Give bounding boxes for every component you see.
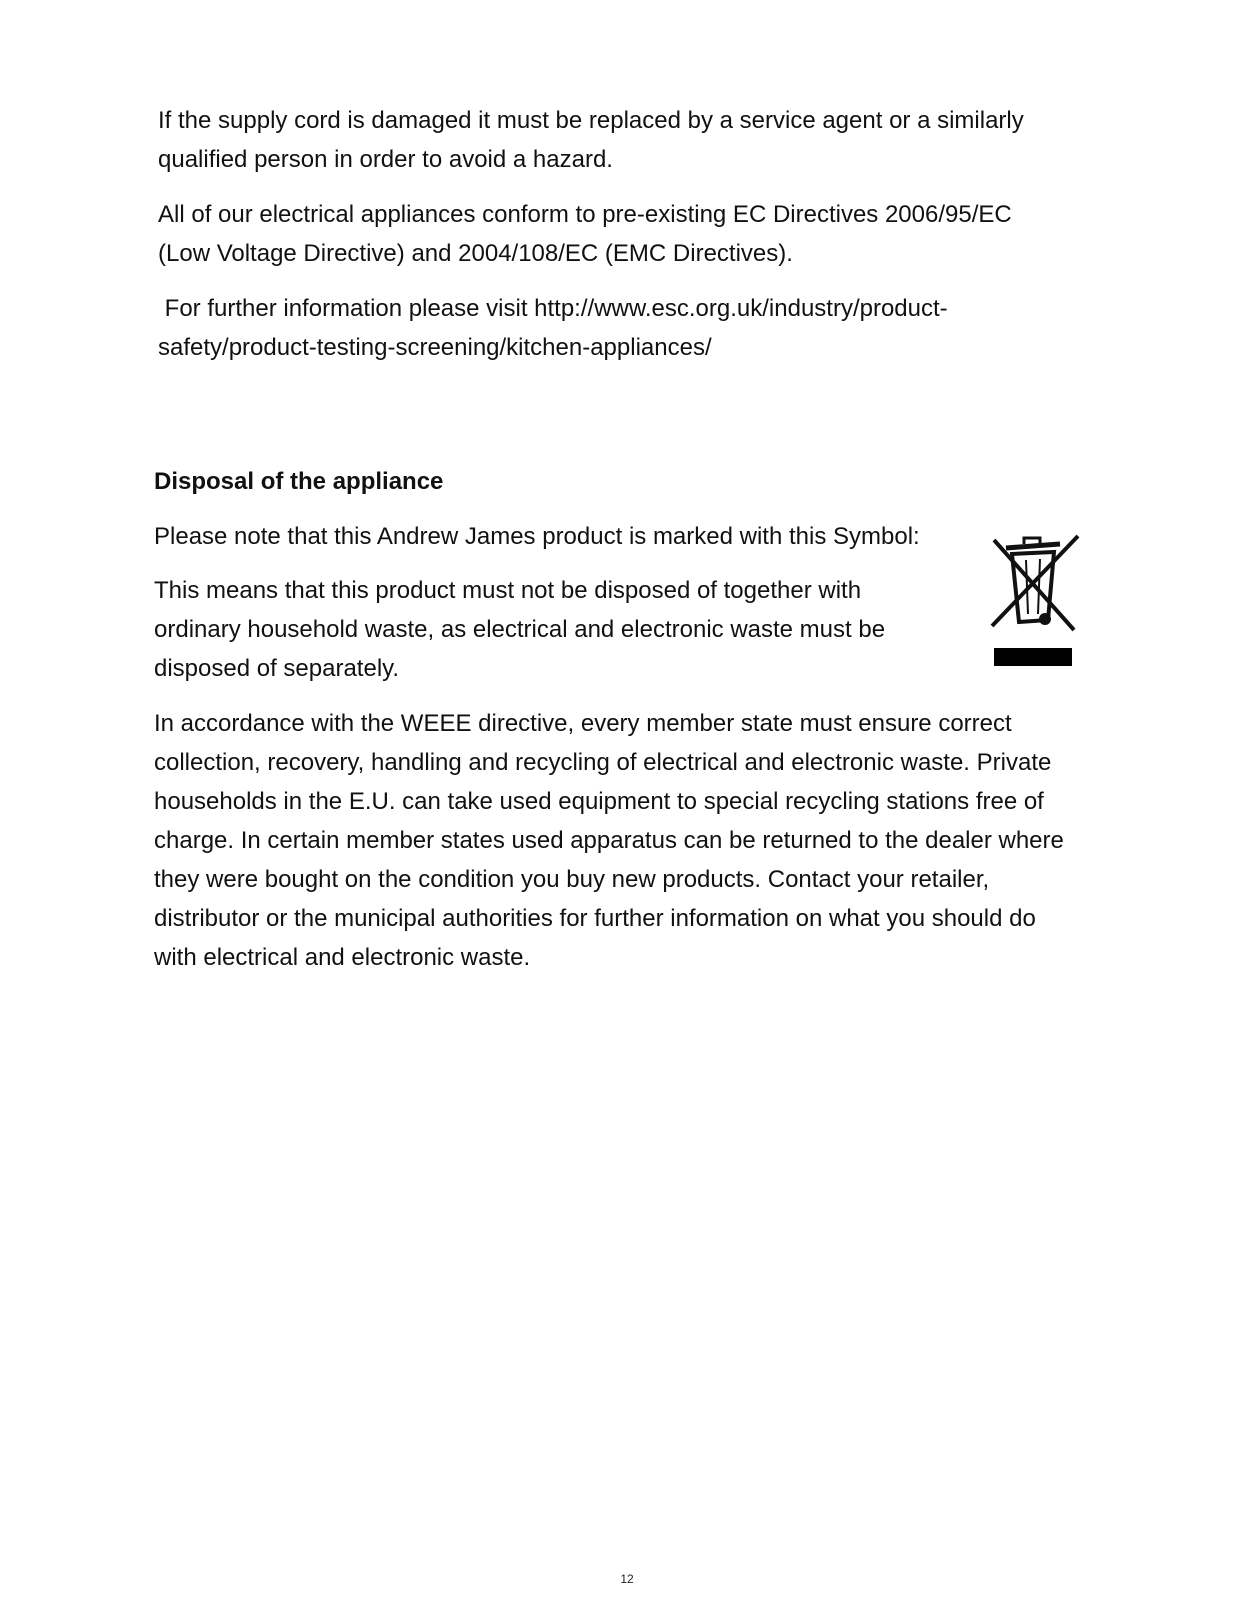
weee-directive-paragraph: In accordance with the WEEE directive, every member state must ensure correct collection, recovery, handling and recycling of electrical and electronic waste. Private households in the E.U. can take used equipment to special recycling stations free of charge. In certain member states used apparatus can be returned to the dealer where they were bought on the condition you buy new products. Contact your retailer, distributor or the municipal authorities for further information on what you should do with electrical and electronic waste. [154, 710, 1064, 971]
ec-directives-paragraph: All of our electrical appliances conform to pre-existing EC Directives 2006/95/EC (Low Voltage Directive) and 2004/108/EC (EMC Directives). [158, 201, 1012, 267]
separate-disposal-paragraph: This means that this product must not be disposed of together with ordinary household waste, as electrical and electronic waste must be disposed of separately. [154, 577, 886, 682]
crossed-out-wheelie-bin-icon [988, 530, 1080, 676]
further-information-paragraph: For further information please visit http://www.esc.org.uk/industry/product-safety/product-testing-screening/kitchen-appliances/ [158, 295, 948, 361]
page-number: 12 [620, 1572, 634, 1586]
supply-cord-paragraph: If the supply cord is damaged it must be replaced by a service agent or a similarly qualified person in order to avoid a hazard. [158, 107, 1024, 173]
symbol-note-paragraph: Please note that this Andrew James product is marked with this Symbol: [154, 523, 920, 550]
disposal-heading: Disposal of the appliance [154, 468, 444, 495]
